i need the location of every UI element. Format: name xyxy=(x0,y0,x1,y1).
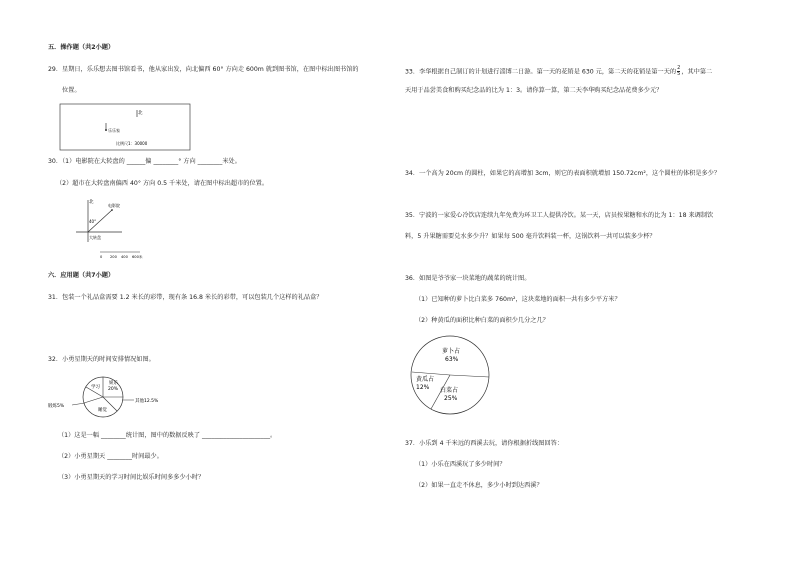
q36-pie-chart xyxy=(410,335,490,415)
q33-line2: 天用于品尝美食和购买纪念品的比为 1：3。请你算一算，第二天李华购买纪念品花费多少元？ xyxy=(405,87,663,94)
q36-sub1: （1）已知种的萝卜比白菜多 760m²，这块菜地的面积一共有多少平方米？ xyxy=(415,296,621,303)
q29-scale-label: 比例尺1：30000 xyxy=(116,141,148,146)
q32-exercise-label: 锻炼5% xyxy=(48,404,65,409)
q29-home-label: 乐乐家 xyxy=(108,128,120,133)
q30-tick-0: 0 xyxy=(100,255,103,259)
q30-tick-600: 600米 xyxy=(132,255,143,259)
q32-fun-pct: 20% xyxy=(108,387,119,392)
q30-center-label: 大转盘 xyxy=(89,235,101,240)
q33-line1 xyxy=(405,66,712,77)
q30-tick-400: 400 xyxy=(121,255,128,259)
q36-text: 36．如图是爷爷家一块菜地的蔬菜的统计图。 xyxy=(405,275,531,282)
q29-figure xyxy=(60,104,190,150)
q36-cucumber-label: 黄瓜占 xyxy=(416,376,435,383)
q30-cinema-label: 电影院 xyxy=(108,203,120,208)
q30-north-label: 北 xyxy=(89,200,94,205)
q35-line1: 35．宁波的一家爱心冷饮店连续九年免费为环卫工人提供冷饮。某一天，店员按果糖和水的比为 1：18 来调制饮 xyxy=(405,212,714,219)
section-6-title: 六．应用题（共7小题） xyxy=(48,272,115,279)
q30-figure xyxy=(76,196,146,259)
q32-fun-label: 娱乐 xyxy=(109,381,118,386)
q32-sleep-label: 睡觉 xyxy=(98,408,107,413)
q29-north-label: 北 xyxy=(138,111,143,116)
q32-text: 32．小勇星期天的时间安排情况如图。 xyxy=(48,356,155,363)
q37-sub2: （2）如果一直走不休息，多少小时到达西溪？ xyxy=(415,482,543,489)
q35-line2: 料，5 升果糖需要兑水多少升？如果每 500 毫升饮料装一杯，这锅饮料一共可以装多少杯？ xyxy=(405,233,656,240)
section-5-title: 五．操作题（共2小题） xyxy=(48,44,115,51)
q32-other-label: 其他12.5% xyxy=(135,399,159,404)
q33-fraction xyxy=(677,66,680,77)
q32-sub3: （3）小勇星期天的学习时间比娱乐时间多多少小时？ xyxy=(58,474,205,481)
q34-text: 34．一个高为 20cm 的圆柱，如果它的高增加 3cm，则它的表面积就增加 150.72cm²，这个圆柱的体积是多少？ xyxy=(405,170,721,177)
q36-cabbage-pct: 25% xyxy=(444,395,458,402)
q37-text: 37．小乐到 4 千米远的西溪去玩，请你根据折线图回答： xyxy=(405,440,564,447)
q30-tick-200: 200 xyxy=(110,255,117,259)
q36-cucumber-pct: 12% xyxy=(416,384,430,391)
q32-study-label: 学习 xyxy=(91,385,100,390)
q30-angle-label: 40° xyxy=(89,219,97,224)
q37-sub1: （1）小乐在西溪玩了多少时间？ xyxy=(415,461,506,468)
q36-radish-pct: 63% xyxy=(445,356,459,363)
q36-radish-label: 萝卜占 xyxy=(442,348,461,355)
q29-line1: 29．星期日，乐乐想去图书馆看书，他从家出发，向北偏西 60° 方向走 600m 就到图书馆，在图中标出图书馆的 xyxy=(48,66,359,73)
q33-fraction-denominator: 5 xyxy=(677,71,681,77)
q36-cabbage-label: 白菜占 xyxy=(440,387,459,394)
q31-text: 31．包装一个礼品盒需要 1.2 米长的彩带，现有条 16.8 米长的彩带，可以包装几个这样的礼品盒？ xyxy=(48,294,323,301)
q33-line1-tail: ，其中第二 xyxy=(681,68,713,76)
q32-sub2: （2）小勇星期天 ________时间最少。 xyxy=(58,453,163,460)
q33-line1-text: 33．李华根据自己制订的计划进行淄博二日游。第一天的花销是 630 元，第二天的花销是第一天的 xyxy=(405,68,677,76)
q30-line1: 30．（1）电影院在大转盘的 ______偏 ________° 方向 ________米处。 xyxy=(48,158,241,165)
q29-line2: 位置。 xyxy=(62,87,81,94)
q30-line2: （2）超市在大转盘南偏西 40° 方向 0.5 千米处，请在图中标出超市的位置。 xyxy=(56,180,269,187)
q32-pie-chart xyxy=(48,372,180,422)
q32-sub1: （1）这是一幅 ________统计图，图中的数据反映了 ______________________。 xyxy=(58,432,277,439)
q33-fraction-numerator: 2 xyxy=(677,65,681,71)
q36-sub2: （2）种黄瓜的面积比种白菜的面积少几分之几？ xyxy=(415,317,549,324)
